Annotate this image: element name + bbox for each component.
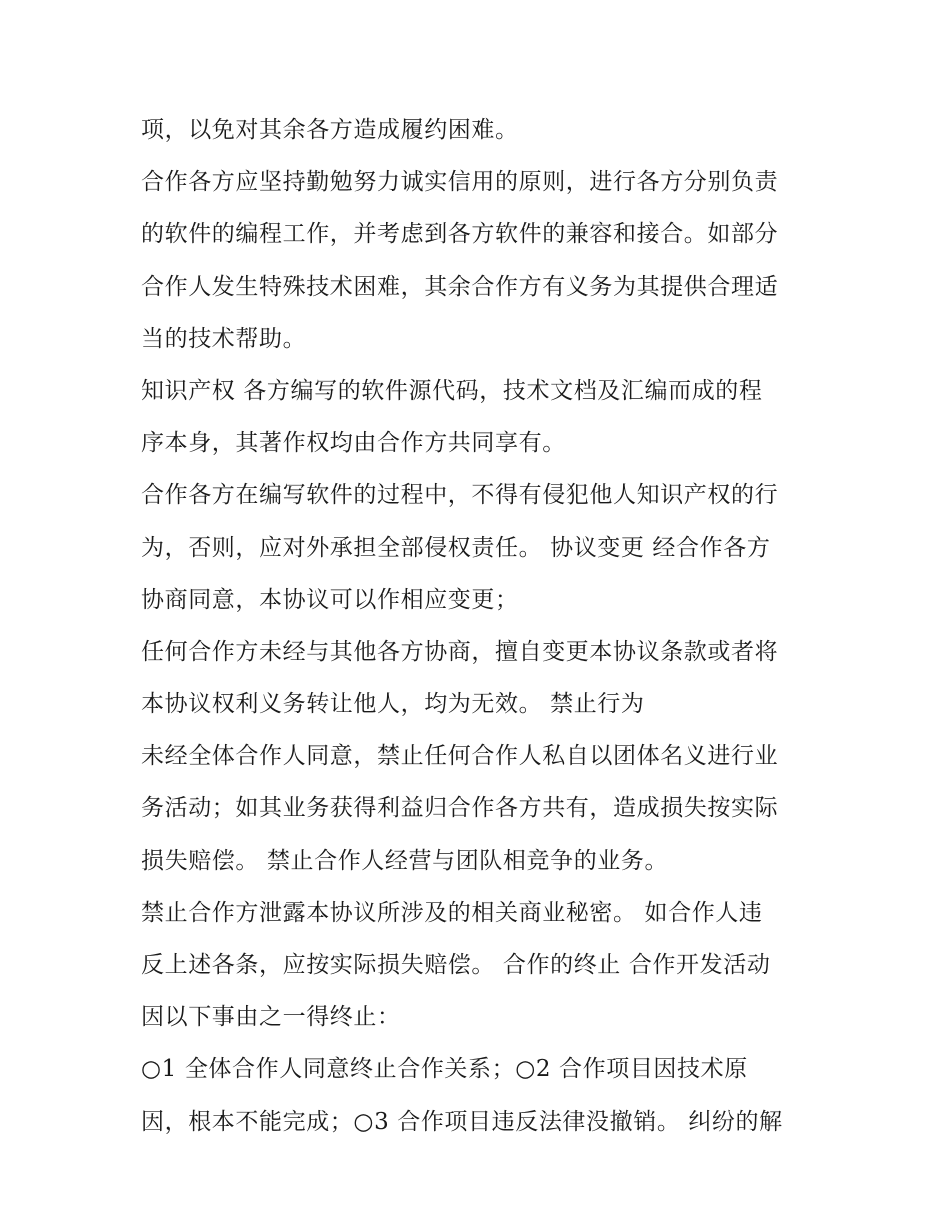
text-line: 禁止合作方泄露本协议所涉及的相关商业秘密。 如合作人违 [141, 899, 763, 926]
text-line: 务活动；如其业务获得利益归合作各方共有，造成损失按实际 [141, 795, 779, 822]
text-line: 合作各方在编写软件的过程中，不得有侵犯他人知识产权的行 [141, 482, 779, 509]
text-line: 合作各方应坚持勤勉努力诚实信用的原则，进行各方分别负责 [141, 169, 779, 196]
text-line: 任何合作方未经与其他各方协商，擅自变更本协议条款或者将 [141, 638, 779, 665]
text-line: 因以下事由之一得终止： [141, 1004, 401, 1031]
text-line: 为，否则，应对外承担全部侵权责任。 协议变更 经合作各方 [141, 534, 771, 561]
text-line: 的软件的编程工作，并考虑到各方软件的兼容和接合。如部分 [141, 221, 779, 248]
text-line: 协商同意，本协议可以作相应变更； [141, 586, 519, 613]
text-line: 本协议权利义务转让他人，均为无效。 禁止行为 [141, 691, 645, 718]
text-line: 合作人发生特殊技术困难，其余合作方有义务为其提供合理适 [141, 273, 779, 300]
text-line: 项，以免对其余各方造成履约困难。 [141, 117, 519, 143]
document-body [141, 108, 821, 1152]
text-line: 因，根本不能完成；○3 合作项目违反法律没撤销。 纠纷的解 [141, 1108, 783, 1135]
text-line: ○1 全体合作人同意终止合作关系；○2 合作项目因技术原 [141, 1056, 748, 1083]
text-line: 损失赔偿。 禁止合作人经营与团队相竞争的业务。 [141, 847, 669, 874]
text-line: 未经全体合作人同意，禁止任何合作人私自以团体名义进行业 [141, 743, 779, 770]
text-line: 当的技术帮助。 [141, 325, 307, 352]
text-line: 序本身，其著作权均由合作方共同享有。 [141, 430, 566, 457]
text-line: 反上述各条，应按实际损失赔偿。 合作的终止 合作开发活动 [141, 952, 771, 978]
text-line: 知识产权 各方编写的软件源代码，技术文档及汇编而成的程 [141, 377, 763, 404]
